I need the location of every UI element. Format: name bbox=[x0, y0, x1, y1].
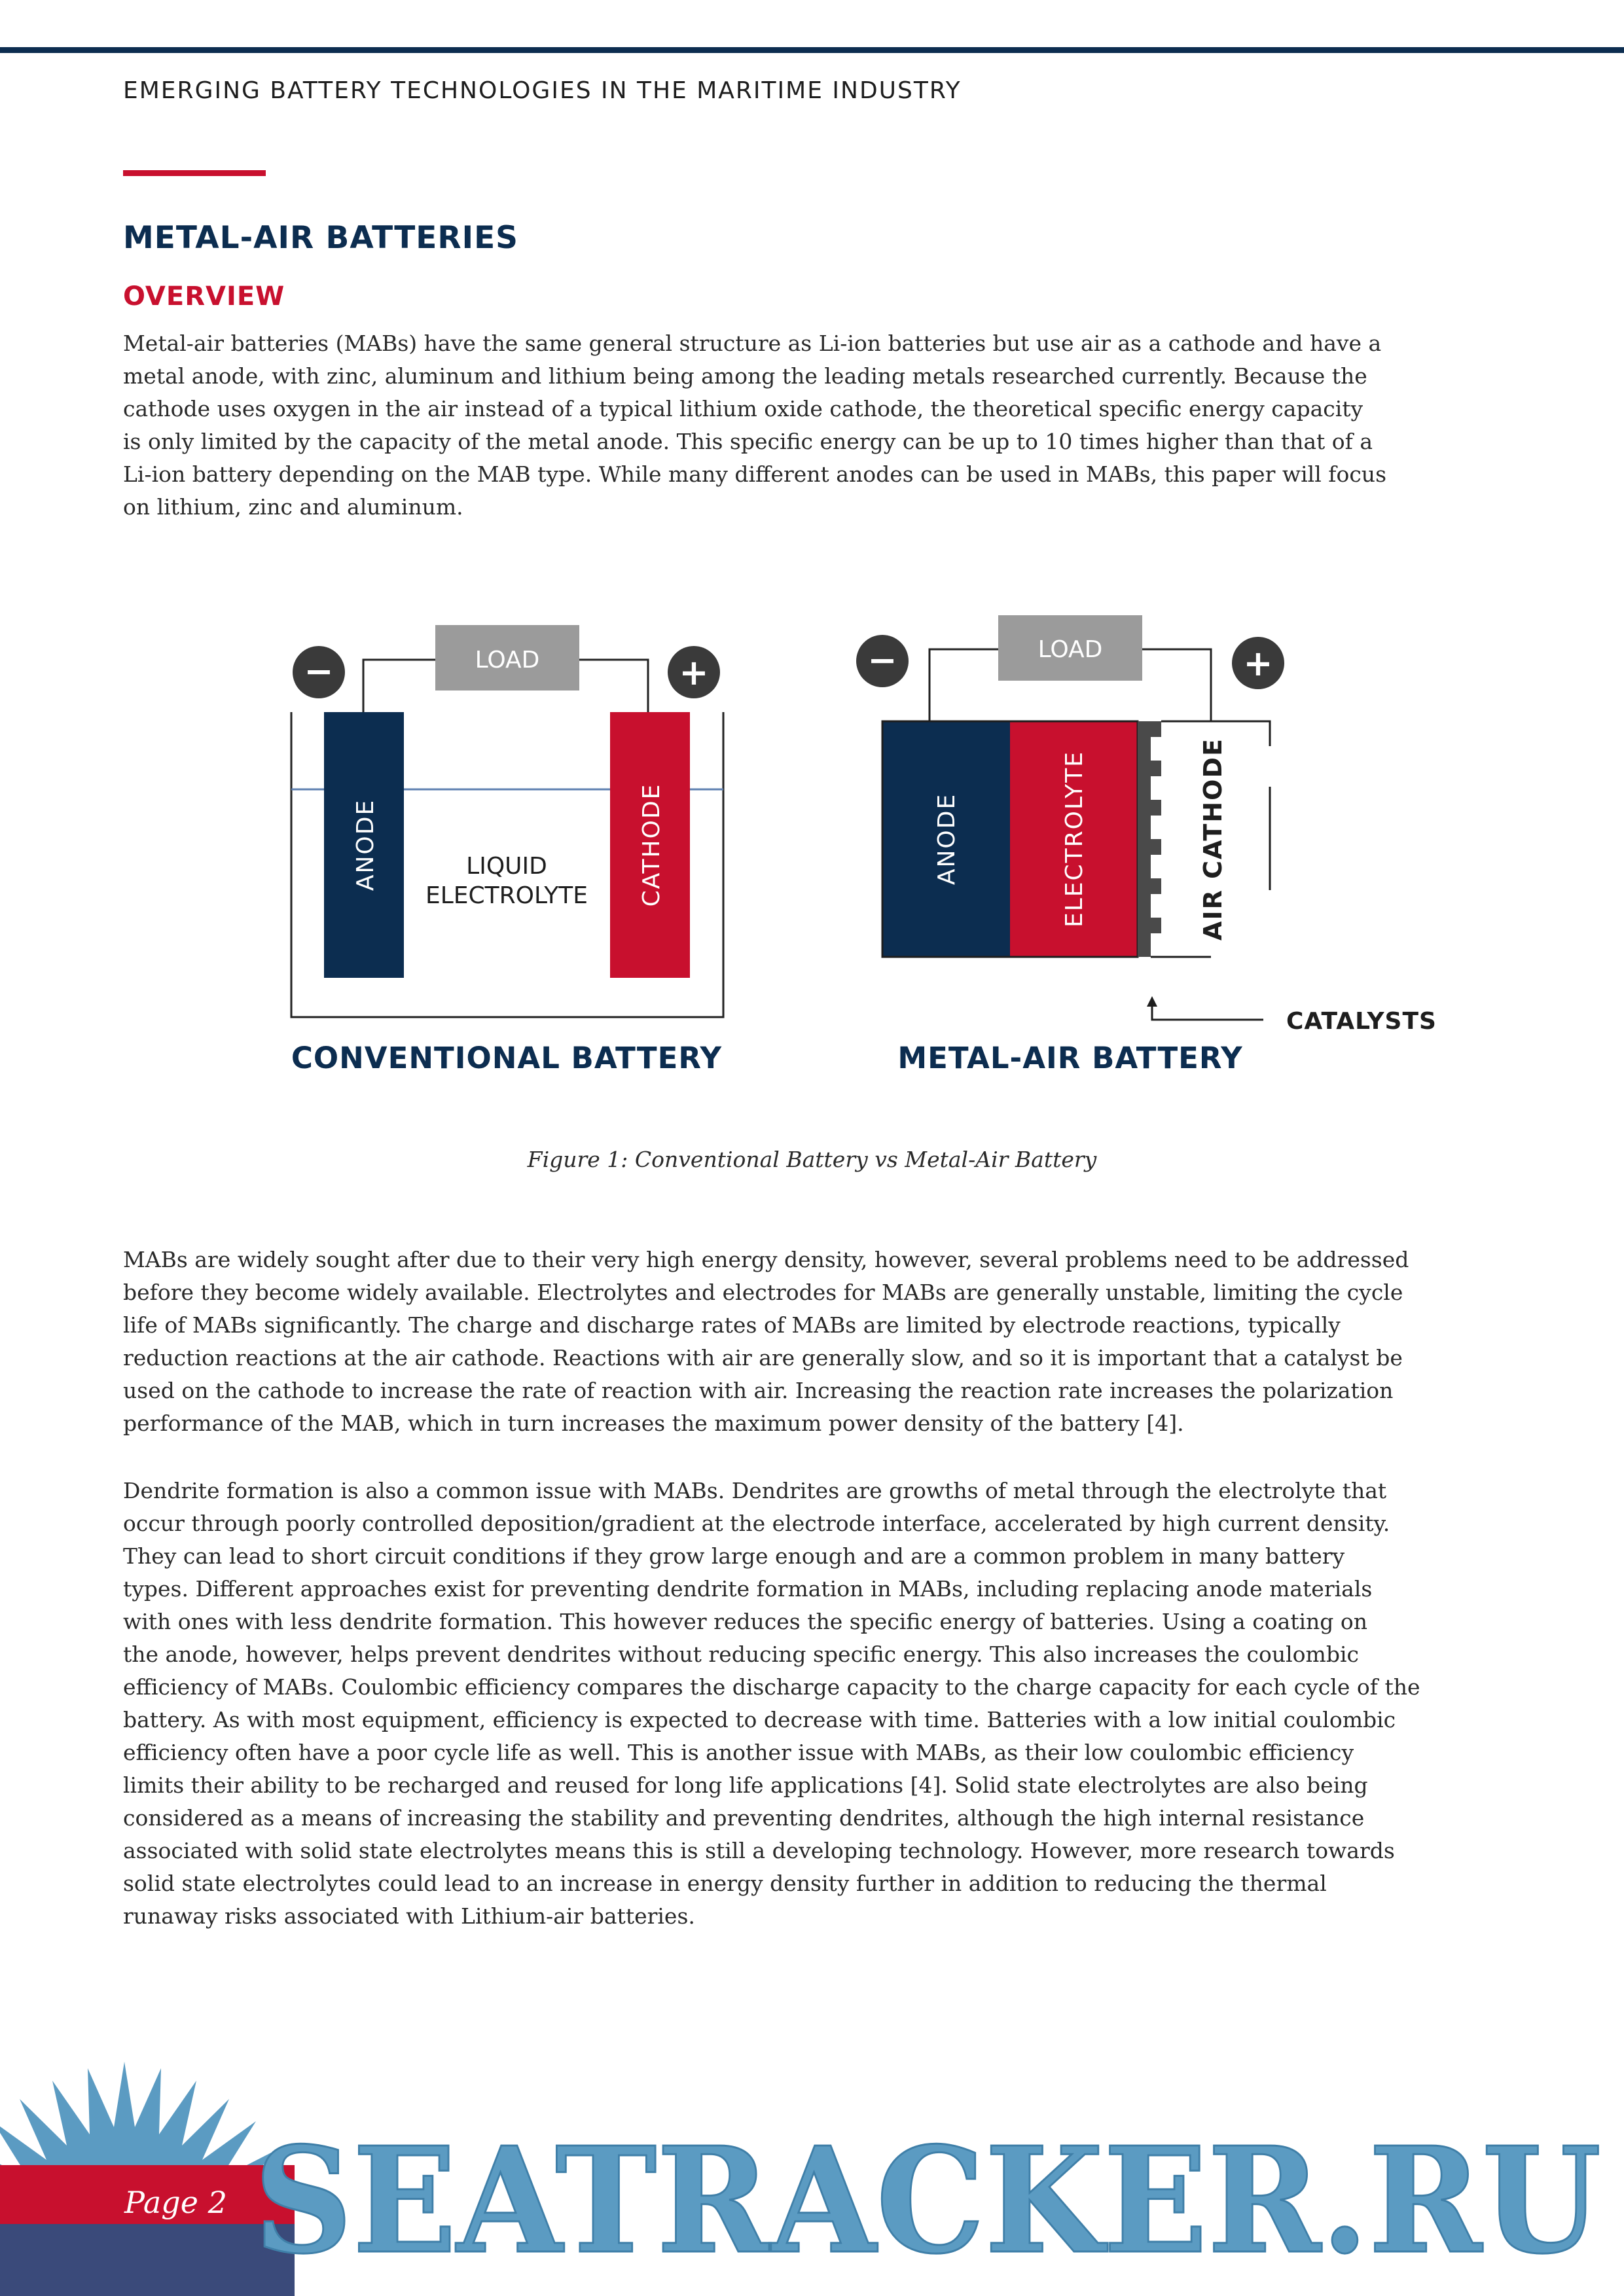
conventional-title: CONVENTIONAL BATTERY bbox=[291, 1041, 723, 1075]
load-label: LOAD bbox=[475, 647, 540, 673]
air-cathode-label: AIR CATHODE bbox=[1199, 738, 1227, 941]
text-line: Dendrite formation is also a common issue with MABs. Dendrites are growths of metal through the electrolyte that bbox=[123, 1478, 1387, 1503]
electrolyte-label: LIQUID bbox=[466, 853, 547, 880]
text-line: They can lead to short circuit conditions if they grow large enough and are a common problem in many battery bbox=[123, 1543, 1345, 1569]
catalyst-pointer bbox=[1152, 1001, 1263, 1020]
positive-sign: + bbox=[679, 652, 709, 693]
footer-watermark bbox=[0, 2049, 1624, 2296]
section-title: METAL-AIR BATTERIES bbox=[123, 220, 519, 256]
battery-comparison-figure bbox=[275, 615, 1453, 1100]
text-line: considered as a means of increasing the stability and preventing dendrites, although the high internal resistance bbox=[123, 1805, 1365, 1831]
top-rule bbox=[0, 47, 1624, 53]
negative-sign: − bbox=[304, 651, 334, 692]
text-line: is only limited by the capacity of the metal anode. This specific energy can be up to 10 times higher than that of a bbox=[123, 429, 1373, 454]
text-line: with ones with less dendrite formation. This however reduces the specific energy of batteries. Using a coating on bbox=[123, 1609, 1368, 1634]
anode-label: ANODE bbox=[933, 793, 960, 886]
figure-caption: Figure 1: Conventional Battery vs Metal-Air Battery bbox=[527, 1147, 1097, 1172]
wire bbox=[363, 660, 435, 712]
text-line: battery. As with most equipment, efficiency is expected to decrease with time. Batteries with a low initial coulombic bbox=[123, 1707, 1396, 1732]
metal-air-battery-diagram bbox=[856, 615, 1437, 1075]
text-line: occur through poorly controlled deposition/gradient at the electrode interface, accelerated by high current density. bbox=[123, 1511, 1390, 1536]
text-line: before they become widely available. Electrolytes and electrodes for MABs are generally unstable, limiting the cycle bbox=[123, 1280, 1403, 1305]
wire bbox=[1142, 649, 1211, 721]
text-line: efficiency of MABs. Coulombic efficiency compares the discharge capacity to the charge capacity for each cycle of the bbox=[123, 1674, 1420, 1700]
text-line: cathode uses oxygen in the air instead of a typical lithium oxide cathode, the theoretical specific energy capacity bbox=[123, 396, 1363, 422]
negative-sign: − bbox=[867, 639, 897, 681]
electrolyte-label: ELECTROLYTE bbox=[1061, 750, 1088, 928]
page-number: Page 2 bbox=[124, 2185, 227, 2220]
text-line: performance of the MAB, which in turn increases the maximum power density of the battery [4]. bbox=[123, 1410, 1184, 1436]
positive-sign: + bbox=[1243, 643, 1273, 684]
text-line: solid state electrolytes could lead to an increase in energy density further in addition to reducing the thermal bbox=[123, 1871, 1327, 1896]
accent-rule bbox=[123, 170, 266, 176]
wire bbox=[579, 660, 648, 712]
watermark-text: SEATRACKER.RU bbox=[254, 2116, 1601, 2286]
electrolyte-label: ELECTROLYTE bbox=[425, 882, 588, 909]
catalysts-label: CATALYSTS bbox=[1286, 1008, 1437, 1035]
paragraph-energy-density bbox=[123, 1244, 1498, 1440]
text-line: Metal-air batteries (MABs) have the same general structure as Li-ion batteries but use air as a cathode and have a bbox=[123, 331, 1382, 356]
text-line: efficiency often have a poor cycle life as well. This is another issue with MABs, as their low coulombic efficiency bbox=[123, 1740, 1354, 1765]
running-header: EMERGING BATTERY TECHNOLOGIES IN THE MARITIME INDUSTRY bbox=[123, 77, 962, 104]
anode-label: ANODE bbox=[352, 798, 379, 891]
text-line: metal anode, with zinc, aluminum and lithium being among the leading metals researched currently. Because the bbox=[123, 363, 1367, 389]
catalyst-layer bbox=[1138, 721, 1161, 957]
section-subtitle: OVERVIEW bbox=[123, 281, 285, 312]
paragraph-overview bbox=[123, 327, 1498, 524]
text-line: Li-ion battery depending on the MAB type. While many different anodes can be used in MABs, this paper will focus bbox=[123, 461, 1387, 487]
text-line: runaway risks associated with Lithium-air batteries. bbox=[123, 1903, 695, 1929]
load-label: LOAD bbox=[1038, 636, 1103, 663]
cathode-label: CATHODE bbox=[638, 783, 665, 907]
text-line: life of MABs significantly. The charge and discharge rates of MABs are limited by electrode reactions, typically bbox=[123, 1312, 1341, 1338]
text-line: used on the cathode to increase the rate of reaction with air. Increasing the reaction rate increases the polarization bbox=[123, 1378, 1394, 1403]
text-line: reduction reactions at the air cathode. Reactions with air are generally slow, and so it is important that a catalyst be bbox=[123, 1345, 1403, 1371]
wire bbox=[929, 649, 998, 721]
catalyst-arrow-icon bbox=[1147, 996, 1157, 1007]
text-line: MABs are widely sought after due to their very high energy density, however, several problems need to be addressed bbox=[123, 1247, 1409, 1272]
footer-navy-band bbox=[0, 2224, 295, 2296]
text-line: limits their ability to be recharged and reused for long life applications [4]. Solid state electrolytes are also being bbox=[123, 1772, 1368, 1798]
conventional-battery-diagram bbox=[291, 625, 723, 1075]
metal-air-title: METAL-AIR BATTERY bbox=[897, 1041, 1243, 1075]
text-line: on lithium, zinc and aluminum. bbox=[123, 494, 463, 520]
paragraph-dendrites bbox=[123, 1475, 1498, 1933]
text-line: the anode, however, helps prevent dendrites without reducing specific energy. This also increases the coulombic bbox=[123, 1641, 1359, 1667]
text-line: associated with solid state electrolytes means this is still a developing technology. However, more research towards bbox=[123, 1838, 1395, 1863]
text-line: types. Different approaches exist for preventing dendrite formation in MABs, including replacing anode materials bbox=[123, 1576, 1373, 1602]
